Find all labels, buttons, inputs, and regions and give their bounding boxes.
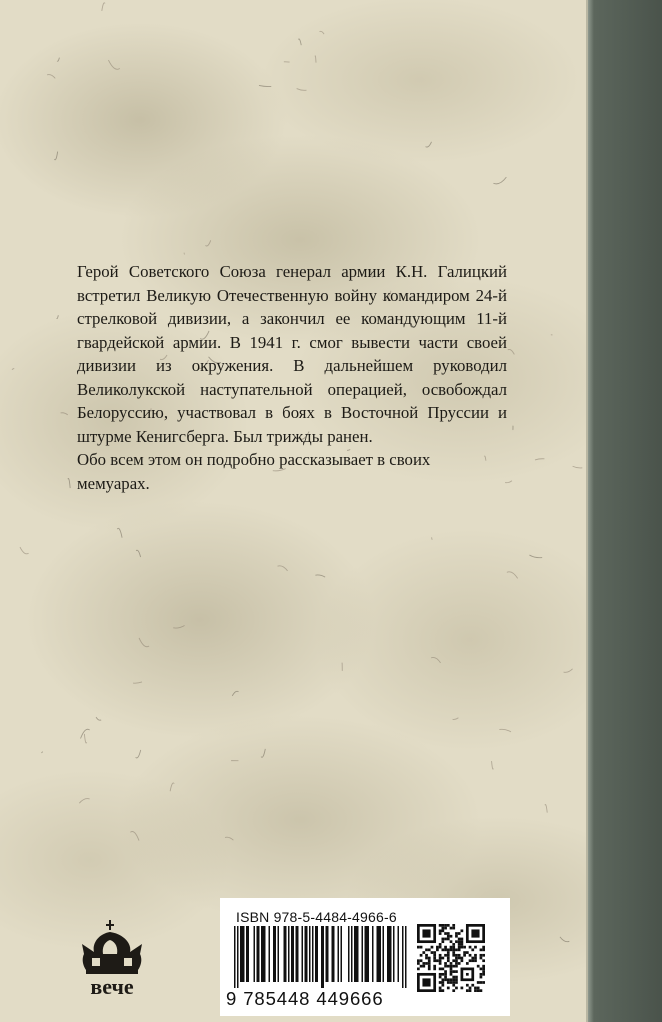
annotation-paragraph-1: Герой Советского Союза генерал армии К.Н. Галицкий встретил Великую Отечественную войну командиром 24-й стрелковой дивизии, а закончил ее командующим 11-й гвардейской армии. В 1941 г. смог вывести части своей дивизии из окружения. В дальнейшем руководил Великолукской наступательной операцией, освобождал Белоруссию, участвовал в боях в Восточной Пруссии и штурме Кенигсберга. Был трижды ранен. [77, 262, 507, 446]
isbn-number: ISBN 978-5-4484-4966-6 [236, 909, 397, 925]
ean13-barcode-icon [228, 926, 408, 988]
book-spine [588, 0, 662, 1022]
isbn-barcode-panel [220, 898, 510, 1016]
qr-code-icon [417, 924, 485, 992]
annotation-paragraph-2: Обо всем этом он подробно рассказывает в своих мемуарах. [77, 450, 431, 493]
barcode-digits: 9 785448 449666 [226, 988, 384, 1009]
book-annotation [77, 260, 507, 495]
publisher-name: вече [90, 974, 134, 999]
veche-publisher-logo [76, 920, 148, 1000]
